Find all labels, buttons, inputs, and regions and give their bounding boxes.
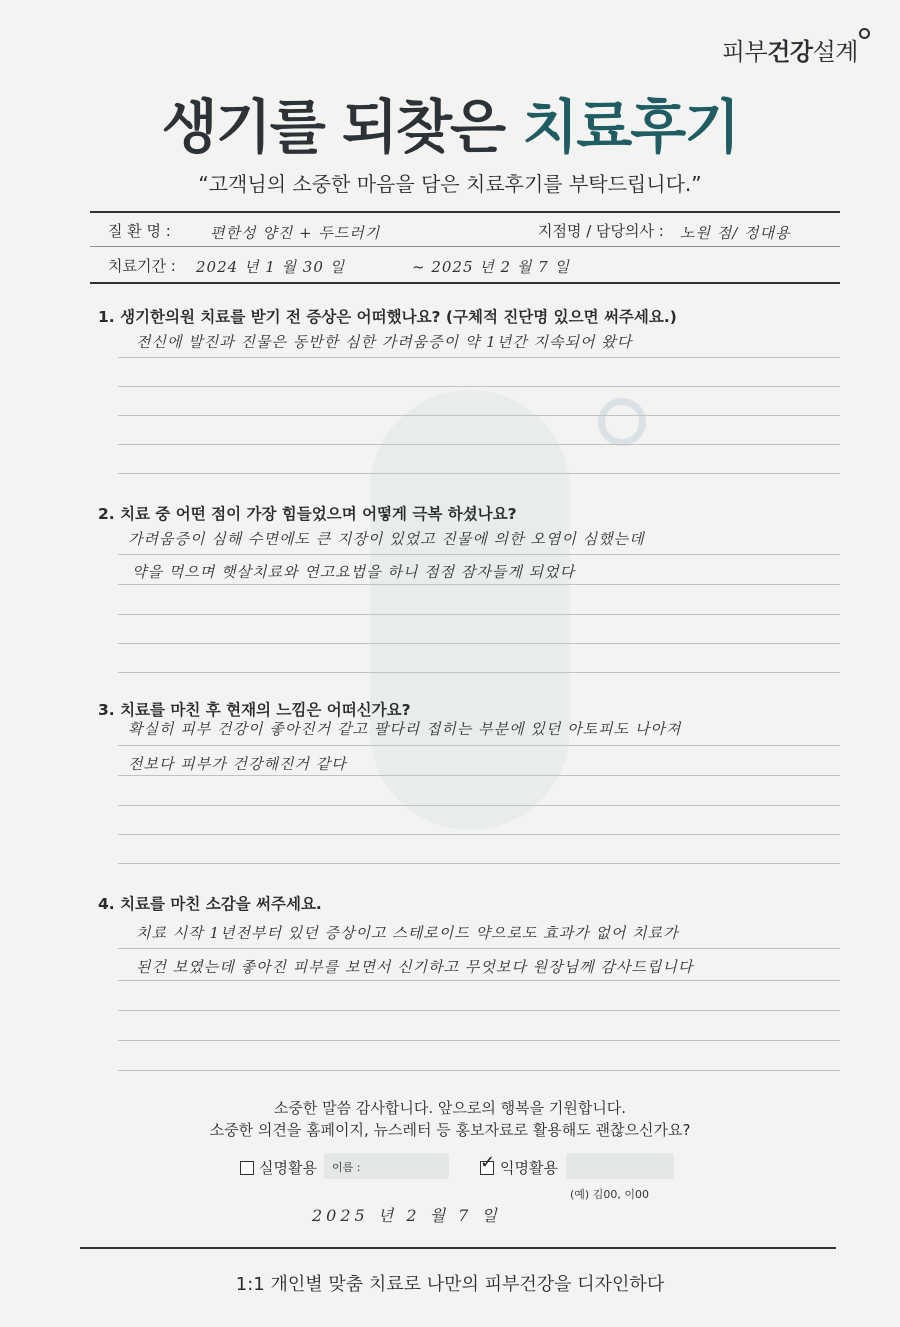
branch-label: 지점명 / 담당의사 :: [538, 222, 664, 240]
answer-2-line-2: 약을 먹으며 햇살치료와 연고요법을 하니 점점 잠자들게 되었다: [132, 563, 576, 581]
brand-dot-icon: [859, 28, 870, 39]
question-2: 2. 치료 중 어떤 점이 가장 힘들었으며 어떻게 극복 하셨나요?: [98, 505, 517, 523]
period-end: ~ 2025 년 2 월 7 일: [412, 258, 570, 276]
disease-label: 질 환 명 :: [108, 222, 171, 240]
real-name-checkbox[interactable]: [240, 1161, 254, 1175]
real-name-label: 실명활용: [259, 1159, 317, 1177]
question-4: 4. 치료를 마친 소감을 써주세요.: [98, 895, 322, 913]
answer-line: [118, 614, 840, 615]
answer-4-line-2: 된건 보였는데 좋아진 피부를 보면서 신기하고 무엇보다 원장님께 감사드립니다: [136, 958, 694, 976]
question-1: 1. 생기한의원 치료를 받기 전 증상은 어떠했나요? (구체적 진단명 있으면 써주세요.): [98, 308, 677, 326]
brand-prefix: 피부: [721, 38, 768, 66]
info-top-rule: [90, 211, 840, 213]
answer-3-line-2: 전보다 피부가 건강해진거 같다: [128, 755, 347, 773]
closing-line-1: 소중한 말씀 감사합니다. 앞으로의 행복을 기원합니다.: [273, 1099, 627, 1117]
answer-line: [118, 1010, 840, 1011]
answer-line: [118, 584, 840, 585]
answer-3-line-1: 확실히 피부 건강이 좋아진거 같고 팔다리 접히는 부분에 있던 아토피도 나아져: [128, 720, 682, 738]
branch-value: 노원 점/ 정대용: [680, 224, 791, 242]
period-start: 2024 년 1 월 30 일: [196, 258, 346, 276]
brand-bold: 건강: [767, 38, 813, 66]
answer-line: [118, 672, 840, 673]
answer-line: [118, 1070, 840, 1071]
anon-label: 익명활용: [500, 1159, 558, 1177]
watermark-logo: [370, 390, 570, 830]
question-3: 3. 치료를 마친 후 현재의 느낌은 어떠신가요?: [98, 701, 411, 719]
answer-line: [118, 980, 840, 981]
example-note: (예) 김00, 이00: [570, 1188, 649, 1201]
answer-line: [118, 643, 840, 644]
answer-line: [118, 554, 840, 555]
period-label: 치료기간 :: [108, 257, 176, 275]
signed-date: 2025 년 2 월 7 일: [312, 1206, 501, 1225]
footer-rule: [80, 1247, 836, 1249]
name-field-label: 이름 :: [332, 1161, 361, 1174]
answer-2-line-1: 가려움증이 심해 수면에도 큰 지장이 있었고 진물에 의한 오염이 심했는데: [128, 530, 645, 548]
answer-4-line-1: 치료 시작 1년전부터 있던 증상이고 스테로이드 약으로도 효과가 없어 치료가: [136, 924, 679, 942]
answer-line: [118, 415, 840, 416]
answer-line: [118, 444, 840, 445]
answer-line: [118, 834, 840, 835]
answer-line: [118, 386, 840, 387]
answer-line: [118, 1040, 840, 1041]
brand-suffix: 설계: [812, 38, 858, 66]
brand-logo: [722, 32, 858, 67]
answer-line: [118, 357, 840, 358]
checkmark-icon: ✓: [480, 1152, 496, 1173]
anon-name-input[interactable]: [566, 1153, 674, 1179]
answer-line: [118, 473, 840, 474]
answer-line: [118, 805, 840, 806]
answer-line: [118, 863, 840, 864]
info-mid-rule: [90, 246, 840, 247]
watermark-circle-icon: [598, 398, 646, 446]
closing-line-2: 소중한 의견을 홈페이지, 뉴스레터 등 홍보자료로 활용해도 괜찮으신가요?: [209, 1121, 691, 1139]
title-highlight: 치료후기: [522, 93, 739, 161]
page-title: [0, 80, 900, 164]
answer-line: [118, 745, 840, 746]
title-main: 생기를 되찾은: [161, 93, 523, 161]
answer-line: [118, 948, 840, 949]
name-input[interactable]: [324, 1153, 449, 1179]
footer-slogan: 1:1 개인별 맞춤 치료로 나만의 피부건강을 디자인하다: [235, 1274, 665, 1295]
page-subtitle: “고객님의 소중한 마음을 담은 치료후기를 부탁드립니다.”: [198, 172, 702, 196]
answer-1-line-1: 전신에 발진과 진물은 동반한 심한 가려움증이 약 1년간 지속되어 왔다: [136, 333, 633, 351]
info-bottom-rule: [90, 282, 840, 284]
disease-value: 편한성 양진 + 두드러기: [210, 224, 381, 242]
answer-line: [118, 775, 840, 776]
